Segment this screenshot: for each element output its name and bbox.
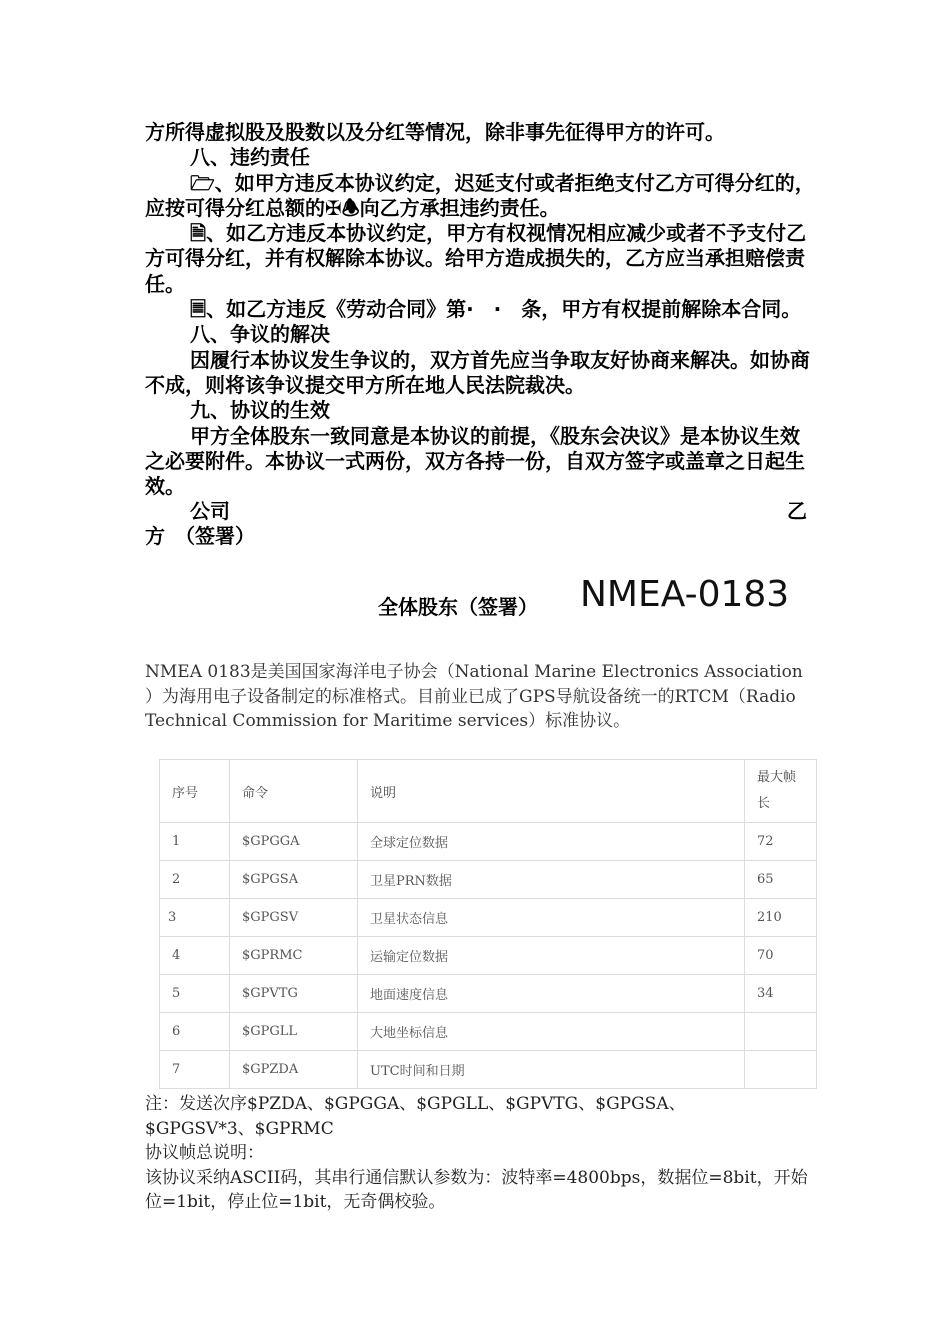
send-order-note: 注：发送次序$PZDA、$GPGGA、$GPGLL、$GPVTG、$GPGSA、$GPGSV*3、$GPRMC bbox=[145, 1094, 686, 1139]
cell-index: 4 bbox=[160, 937, 230, 975]
cell-description: 大地坐标信息 bbox=[358, 1013, 745, 1051]
sign-party-b-sign: 方 （签署） bbox=[145, 524, 255, 549]
col-header-index: 序号 bbox=[160, 760, 230, 823]
cell-max-length: 72 bbox=[745, 823, 817, 861]
cell-command: $GPRMC bbox=[230, 937, 358, 975]
col-header-max-length: 最大帧长 bbox=[745, 760, 817, 823]
signature-line bbox=[145, 499, 817, 524]
table-header-row bbox=[160, 760, 817, 823]
dispute-heading: 八、争议的解决 bbox=[190, 322, 330, 347]
cell-command: $GPGSV bbox=[230, 899, 358, 937]
nmea-command-table bbox=[159, 759, 817, 1089]
effect-heading: 九、协议的生效 bbox=[190, 398, 330, 423]
cell-max-length: 210 bbox=[745, 899, 817, 937]
cell-description: 地面速度信息 bbox=[358, 975, 745, 1013]
cell-max-length: 65 bbox=[745, 861, 817, 899]
cell-command: $GPVTG bbox=[230, 975, 358, 1013]
cell-max-length bbox=[745, 1051, 817, 1089]
contract-line-1: 方所得虚拟股及股数以及分红等情况，除非事先征得甲方的许可。 bbox=[145, 120, 725, 144]
cell-command: $GPGLL bbox=[230, 1013, 358, 1051]
col-header-description: 说明 bbox=[358, 760, 745, 823]
sign-company: 公司 bbox=[190, 499, 230, 524]
cell-command: $GPGGA bbox=[230, 823, 358, 861]
dispute-clause: 因履行本协议发生争议的，双方首先应当争取友好协商来解决。如协商不成，则将该争议提交甲方所在地人民法院裁决。 bbox=[145, 347, 810, 397]
breach-clause-1: 🗁、如甲方违反本协议约定，迟延支付或者拒绝支付乙方可得分红的，应按可得分红总额的✠🕭向乙方承担违约责任。 bbox=[145, 170, 815, 220]
nmea-notes bbox=[145, 1092, 815, 1215]
cell-max-length: 34 bbox=[745, 975, 817, 1013]
table-row bbox=[160, 823, 817, 861]
cell-description: 运输定位数据 bbox=[358, 937, 745, 975]
cell-description: UTC时间和日期 bbox=[358, 1051, 745, 1089]
sign-party-b: 乙 bbox=[787, 499, 807, 524]
col-header-command: 命令 bbox=[230, 760, 358, 823]
table-row bbox=[160, 975, 817, 1013]
table-row bbox=[160, 861, 817, 899]
cell-index: 3 bbox=[160, 899, 230, 937]
table-row bbox=[160, 1013, 817, 1051]
cell-description: 全球定位数据 bbox=[358, 823, 745, 861]
cell-index: 7 bbox=[160, 1051, 230, 1089]
table-row bbox=[160, 937, 817, 975]
frame-heading: 协议帧总说明： bbox=[145, 1143, 264, 1163]
breach-clause-2: 🗎、如乙方违反本协议约定，甲方有权视情况相应减少或者不予支付乙方可得分红，并有权解除本协议。给甲方造成损失的，乙方应当承担赔偿责任。 bbox=[145, 221, 807, 296]
contract-text bbox=[145, 120, 817, 550]
table-row bbox=[160, 1051, 817, 1089]
nmea-title: NMEA-0183 bbox=[580, 574, 790, 615]
cell-description: 卫星PRN数据 bbox=[358, 861, 745, 899]
cell-index: 1 bbox=[160, 823, 230, 861]
table-row bbox=[160, 899, 817, 937]
cell-max-length bbox=[745, 1013, 817, 1051]
effect-clause: 甲方全体股东一致同意是本协议的前提，《股东会决议》是本协议生效之必要附件。本协议一式两份，双方各持一份，自双方签字或盖章之日起生效。 bbox=[145, 423, 805, 499]
cell-index: 2 bbox=[160, 861, 230, 899]
frame-description: 该协议采纳ASCII码，其串行通信默认参数为：波特率=4800bps，数据位=8bit，开始位=1bit，停止位=1bit，无奇偶校验。 bbox=[145, 1167, 808, 1212]
cell-command: $GPGSA bbox=[230, 861, 358, 899]
nmea-intro: NMEA 0183是美国国家海洋电子协会（National Marine Electronics Association ）为海用电子设备制定的标准格式。目前业已成了GPS导航设备统一的RTCM（Radio Technical Commission for Maritime services）标准协议。 bbox=[145, 662, 803, 731]
cell-index: 5 bbox=[160, 975, 230, 1013]
breach-heading: 八、违约责任 bbox=[190, 145, 310, 170]
cell-command: $GPZDA bbox=[230, 1051, 358, 1089]
cell-index: 6 bbox=[160, 1013, 230, 1051]
shareholders-signature: 全体股东（签署） bbox=[378, 595, 538, 619]
breach-clause-3: 🗏、如乙方违反《劳动合同》第· · 条，甲方有权提前解除本合同。 bbox=[190, 297, 802, 322]
cell-description: 卫星状态信息 bbox=[358, 899, 745, 937]
cell-max-length: 70 bbox=[745, 937, 817, 975]
